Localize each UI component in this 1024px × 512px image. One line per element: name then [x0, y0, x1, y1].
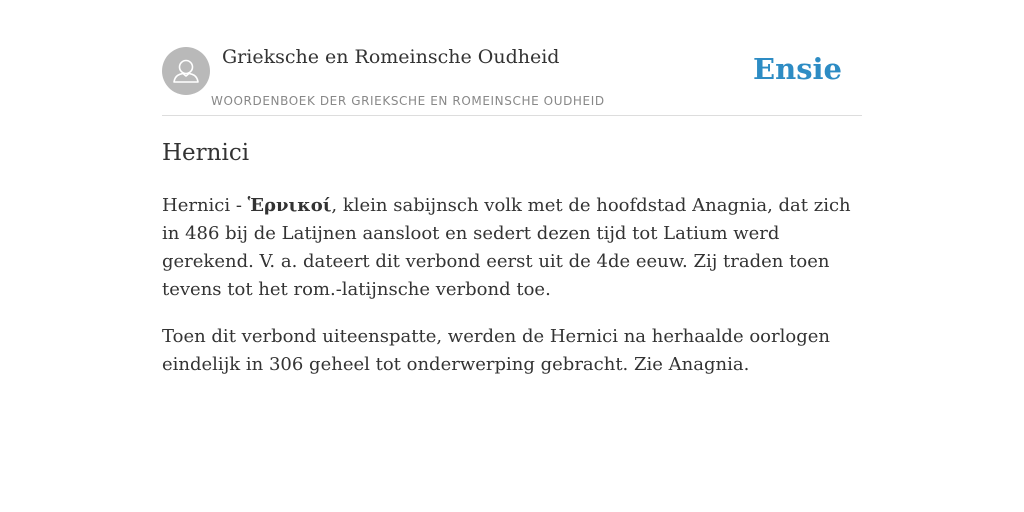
- paragraph-text: , klein sabijnsch volk met de hoofdstad Anagnia, dat zich in 486 bij de Latijnen aansloot en sedert dezen tijd tot Latium werd gerekend. V. a. dateert dit verbond eerst uit de 4de eeuw. Zij traden toen tevens tot het rom.-latijnsche verbond toe.: [162, 195, 851, 300]
- user-avatar-icon[interactable]: [162, 47, 210, 95]
- article-paragraph: [162, 192, 862, 304]
- page-container: [162, 0, 862, 375]
- site-subtitle: WOORDENBOEK DER GRIEKSCHE EN ROMEINSCHE OUDHEID: [211, 94, 605, 108]
- site-header: [162, 0, 862, 116]
- site-title[interactable]: Grieksche en Romeinsche Oudheid: [222, 46, 560, 68]
- greek-term: Ἑρνικοί: [247, 195, 332, 216]
- ensie-logo-link[interactable]: Ensie: [753, 52, 842, 86]
- article-paragraph: Toen dit verbond uiteenspatte, werden de Hernici na herhaalde oorlogen eindelijk in 306 geheel tot onderwerping gebracht. Zie Anagnia.: [162, 326, 830, 375]
- article-title: Hernici: [162, 140, 250, 166]
- paragraph-lead: Hernici -: [162, 195, 248, 216]
- article-body: [162, 192, 862, 398]
